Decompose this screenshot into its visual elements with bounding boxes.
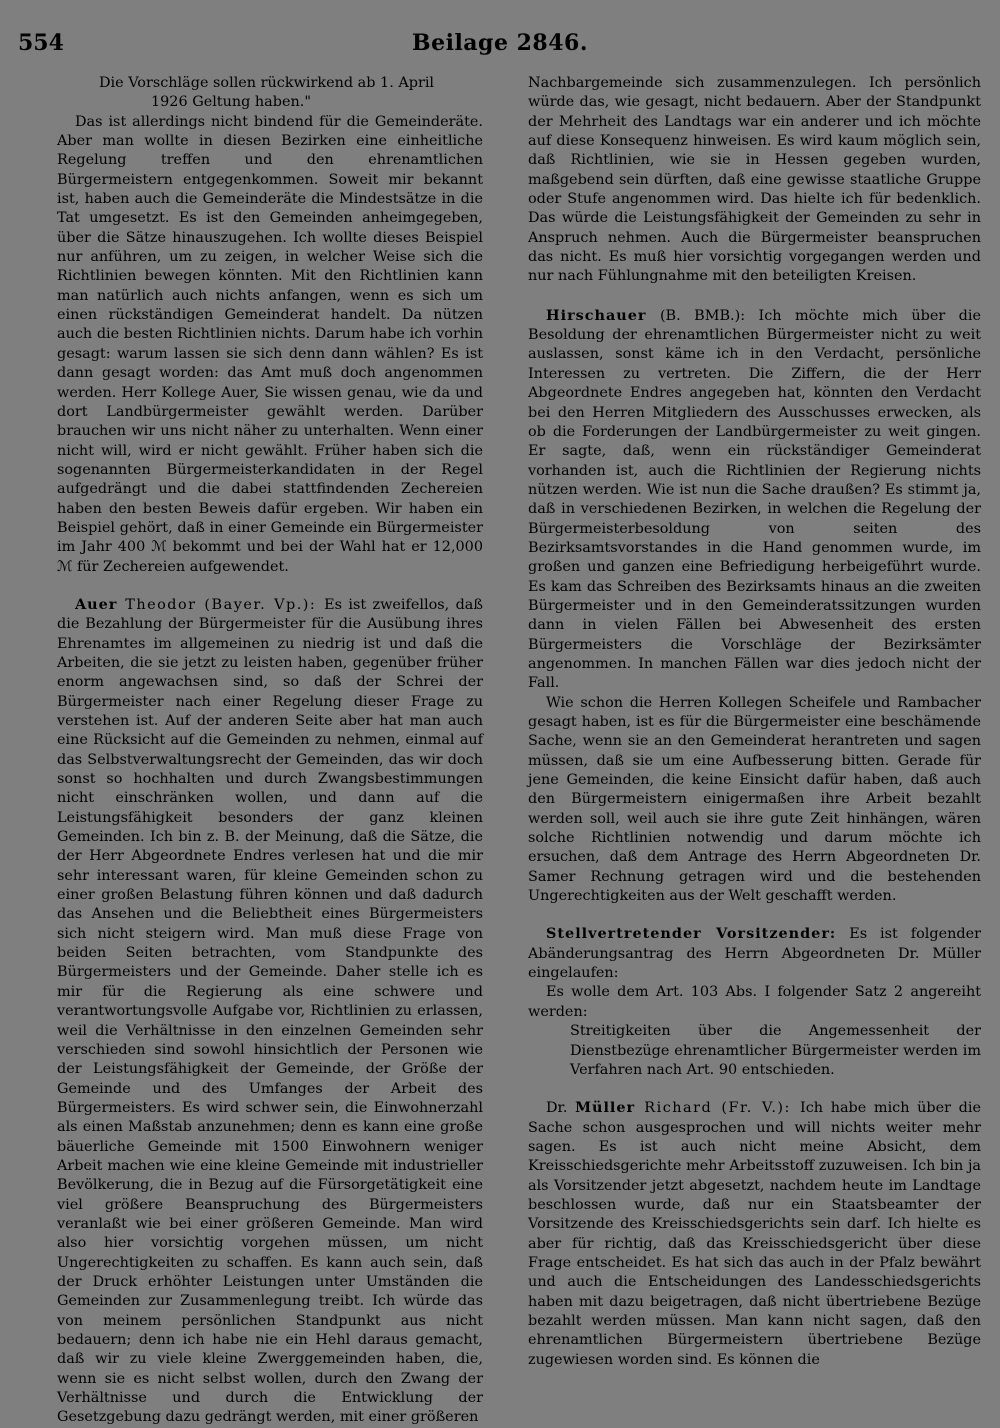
- speech-text: Ich habe mich über die Sache schon ausgesprochen und will nichts weiter mehr sagen. Es ist auch nicht meine Absicht, dem Kreisschiedsgerichte mehr Arbeitsstoff zuzuweisen. Ich bin ja als Vorsitzender jetzt abgesetzt, nachdem heute im Landtage beschlossen wurde, daß nur ein Staatsbeamter der Vorsitzende des Kreisschiedsgerichts sein darf. Ich hielte es aber für richtig, daß das Kreisschiedsgericht über diese Frage entscheidet. Es hat sich das auch in der Pfalz bewährt und auch die Entscheidungen des Landesschiedsgerichts haben mit dazu beigetragen, daß nicht übertriebene Bezüge bezahlt werden müssen. Man kann nicht sagen, daß den ehrenamtlichen Bürgermeistern übertriebene Bezüge zugewiesen worden sind. Es können die: [528, 1100, 982, 1368]
- left-column: [57, 74, 483, 1428]
- paragraph-continued: Nachbargemeinde sich zusammenzulegen. Ich persönlich würde das, wie gesagt, nicht bedauern. Aber der Standpunkt der Mehrheit des Landtags war ein anderer und ich möchte auf diese Konsequenz hinweisen. Es wird kaum möglich sein, daß Richtlinien, wie sie in Hessen gegeben wurden, maßgebend sein dürften, daß eine gewisse staatliche Gruppe oder Stufe angenommen wird. Das hielte ich für bedenklich. Das würde die Leistungsfähigkeit der Gemeinden zu sehr in Anspruch nehmen. Auch die Bürgermeister beanspruchen das nicht. Es muß hier vorsichtig vorgegangen werden und nur nach Fühlungnahme mit den beteiligten Kreisen.: [528, 75, 981, 285]
- section-divider: [528, 287, 981, 288]
- speaker-title: Dr.: [546, 1100, 576, 1117]
- speech-text: Es ist zweifellos, daß die Bezahlung der Bürgermeister für die Ausübung ihres Ehrenamtes im allgemeinen zu niedrig ist und daß die Arbeiten, die sie jetzt zu leisten haben, gegenüber früher enorm angewachsen sind, so daß der Schrei der Bürgermeister nach einer Regelung dieser Frage zu verstehen ist. Auf der anderen Seite aber hat man auch eine Rücksicht auf die Gemeinden zu nehmen, einmal auf das Selbstverwaltungsrecht der Gemeinden, das wir doch sonst so hochhalten und durch Zwangsbestimmungen nicht einschränken wollen, und dann auf die Leistungsfähigkeit besonders der ganz kleinen Gemeinden. Ich bin z. B. der Meinung, daß die Sätze, die der Herr Abgeordnete Endres verlesen hat und die mir sehr interessant waren, für kleine Gemeinden schon zu einer großen Belastung führen können und daß dadurch das Ansehen und die Beliebtheit eines Bürgermeisters sich nicht steigern wird. Man muß diese Frage von beiden Seiten betrachten, vom Standpunkte des Bürgermeisters und der Gemeinde. Daher stelle ich es mir für die Regierung als eine schwere und verantwortungsvolle Aufgabe vor, Richtlinien zu erlassen, weil die Verhältnisse in den einzelnen Gemeinden sehr verschieden sind sowohl hinsichtlich der Personen wie der Leistungsfähigkeit der Gemeinde, der Größe der Gemeinde und des Umfanges der Arbeit des Bürgermeisters. Es wird schwer sein, die Einwohnerzahl als einen Maßstab anzunehmen; denn es kann eine große bäuerliche Gemeinde mit 1500 Einwohnern weniger Arbeit machen wie eine kleine Gemeinde mit industrieller Bevölkerung, die in Bezug auf die Fürsorgetätigkeit eine viel größere Beanspruchung des Bürgermeisters veranlaßt wie bei einer größeren Gemeinde. Man wird also hier vorsichtig vorgehen müssen, um nicht Ungerechtigkeiten zu schaffen. Es kann auch sein, daß der Druck erhöhter Leistungen unter Umständen die Gemeinden zur Zusammenlegung treibt. Ich würde das von meinem persönlichen Standpunkt aus nicht bedauern; denn ich habe nie ein Hehl daraus gemacht, daß wir zu viele kleine Zwerggemeinden haben, die, wenn sie es nicht selbst wollen, durch den Zwang der Verhältnisse und durch die Entwicklung der Gesetzgebung dazu gedrängt werden, mit einer größeren: [57, 596, 483, 1426]
- speech-auer: [57, 595, 483, 1428]
- speaker-name: Stellvertretender Vorsitzender:: [546, 925, 837, 943]
- amendment-intro: Es wolle dem Art. 103 Abs. I folgender Satz 2 angereiht werden:: [528, 984, 981, 1020]
- speech-mueller: [528, 1098, 981, 1370]
- speech-text: Es ist folgender Abänderungsantrag des Herrn Abgeordneten Dr. Müller eingelaufen:: [528, 926, 981, 982]
- right-column: [528, 74, 981, 1370]
- paragraph: Wie schon die Herren Kollegen Scheifele und Rambacher gesagt haben, ist es für die Bürgermeister eine beschämende Sache, wenn sie an den Gemeinderat herantreten und sagen müssen, daß sie um eine Aufbesserung bitten. Gerade für jene Gemeinden, die keine Einsicht dafür haben, daß auch den Bürgermeistern einigermaßen ihre Arbeit bezahlt werden soll, weil auch sie ihre gute Zeit hinhängen, wären solche Richtlinien notwendig und darum möchte ich ersuchen, daß dem Antrage des Herrn Abgeordneten Dr. Samer Rechnung getragen wird und die bestehenden Ungerechtigkeiten aus der Welt geschafft werden.: [528, 694, 981, 905]
- running-title: Beilage 2846.: [412, 30, 588, 56]
- speaker-affiliation: Richard (Fr. V.):: [635, 1100, 801, 1117]
- speech-text: Ich möchte mich über die Besoldung der ehrenamtlichen Bürgermeister nicht zu weit auslassen, sonst käme ich in den Verdacht, persönliche Interessen zu vertreten. Die Ziffern, die der Herr Abgeordnete Endres angegeben hat, könnten den Verdacht bei den Herren Mitgliedern des Ausschusses erwecken, als ob die Forderungen der Landbürgermeister zu weit gingen. Er sagte, daß, wenn ein rückständiger Gemeinderat vorhanden ist, auch die Richtlinien der Regierung nichts nützen werden. Wie ist nun die Sache draußen? Es stimmt ja, daß in verschiedenen Bezirken, in welchen die Regelung der Bürgermeisterbesoldung von seiten des Bezirksamtsvorstandes in die Hand genommen wurde, im großen und ganzen eine Befriedigung herbeigeführt wurde. Es kam das Schreiben des Bezirksamts hinaus an die zweiten Bürgermeister und in den Gemeinderatssitzungen wurden dann in vielen Fällen bei Abwesenheit des ersten Bürgermeisters die Vorschläge der Bezirksämter angenommen. In manchen Fällen war dies jedoch nicht der Fall.: [528, 307, 982, 692]
- quote-line-1: Die Vorschläge sollen rückwirkend ab 1. April: [99, 75, 435, 91]
- amendment-text: Streitigkeiten über die Angemessenheit der Dienstbezüge ehrenamtlicher Bürgermeister werden im Verfahren nach Art. 90 entschieden.: [570, 1023, 981, 1078]
- speaker-name: Auer: [75, 595, 118, 613]
- page-number: 554: [18, 30, 64, 56]
- quote-line-2: 1926 Geltung haben.": [151, 94, 311, 111]
- speaker-name: Hirschauer: [546, 306, 647, 324]
- speaker-affiliation: Theodor (Bayer. Vp.):: [117, 596, 325, 613]
- speech-hirschauer: [528, 306, 981, 694]
- speaker-name: Müller: [575, 1099, 636, 1117]
- page-header: [18, 30, 982, 64]
- speaker-affiliation: (B. BMB.):: [646, 307, 759, 324]
- speech-chair: [528, 924, 981, 983]
- paragraph: Das ist allerdings nicht bindend für die Gemeinderäte. Aber man wollte in diesen Bezirken eine einheitliche Regelung treffen und den ehrenamtlichen Bürgermeistern entgegenkommen. Soweit mir bekannt ist, haben auch die Gemeinderäte die Mindestsätze in die Tat umgesetzt. Es ist den Gemeinden anheimgegeben, über die Sätze hinauszugehen. Ich wollte dieses Beispiel nur anführen, um zu zeigen, in welcher Weise sich die Richtlinien bewegen könnten. Mit den Richtlinien kann man natürlich auch nichts anfangen, wenn es sich um einen rückständigen Gemeinderat handelt. Da nützen auch die besten Richtlinien nichts. Darum habe ich vorhin gesagt: warum lassen sie sich denn dann wählen? Es ist dann gesagt worden: das Amt muß doch angenommen werden. Herr Kollege Auer, Sie wissen genau, wie da und dort Landbürgermeister gewählt werden. Darüber brauchen wir uns nicht näher zu unterhalten. Wenn einer nicht will, wird er nicht gewählt. Früher haben sich die sogenannten Bürgermeisterkandidaten in der Regel aufgedrängt und die dabei stattfindenden Zechereien haben den besten Beweis dafür ergeben. Wir haben ein Beispiel gehört, daß in einer Gemeinde ein Bürgermeister im Jahr 400 ℳ bekommt und bei der Wahl hat er 12,000 ℳ für Zechereien aufgewendet.: [57, 113, 483, 575]
